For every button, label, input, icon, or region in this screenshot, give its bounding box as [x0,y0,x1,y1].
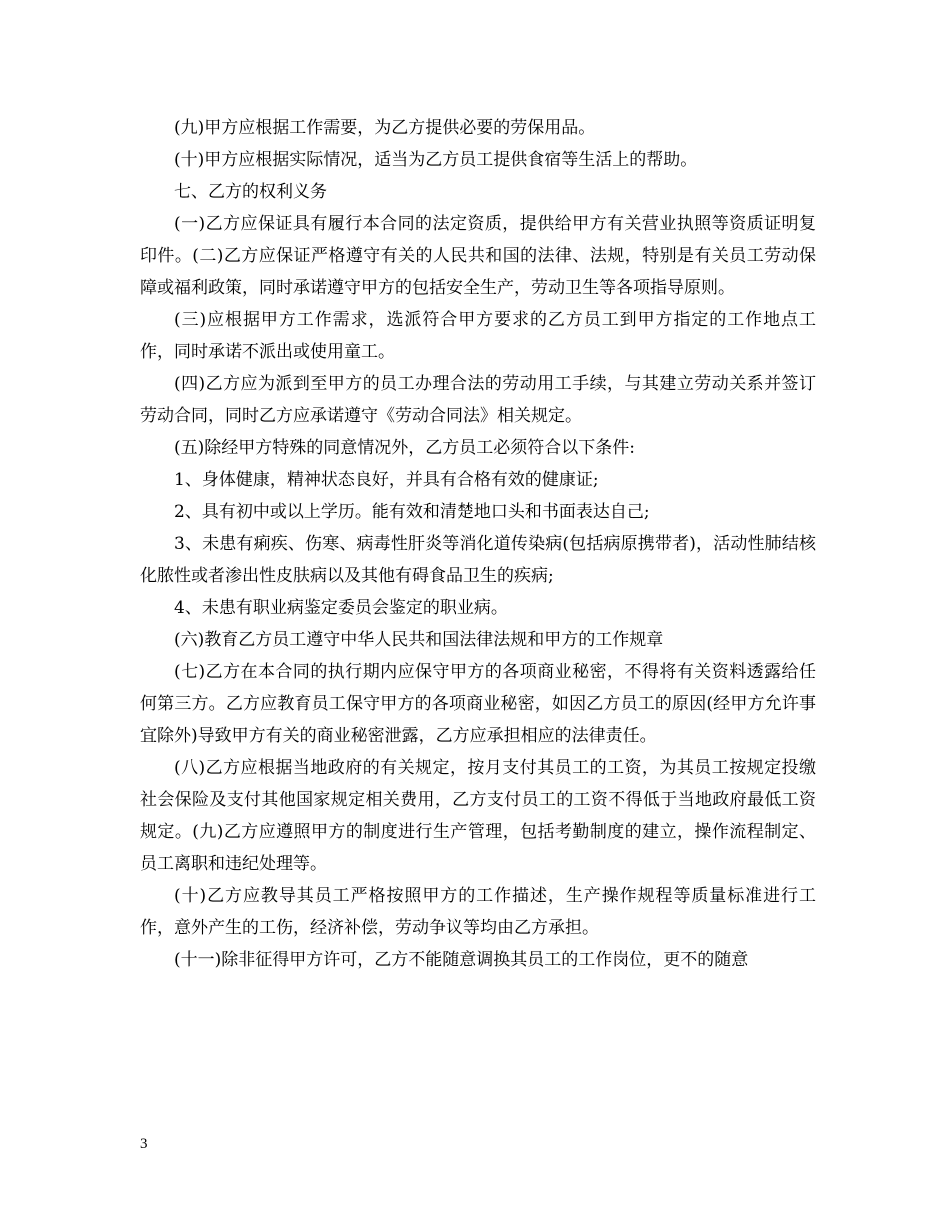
paragraph: (十一)除非征得甲方许可，乙方不能随意调换其员工的工作岗位，更不的随意 [174,950,749,970]
document-body [140,112,816,976]
paragraph: (九)甲方应根据工作需要，为乙方提供必要的劳保用品。 [174,118,596,138]
paragraph: (三)应根据甲方工作需求，选派符合甲方要求的乙方员工到甲方指定的工作地点工作，同时承诺不派出或使用童工。 [140,310,816,362]
section-heading: 七、乙方的权利义务 [174,182,327,202]
list-item: 3、未患有痢疾、伤寒、病毒性肝炎等消化道传染病(包括病原携带者)，活动性肺结核化脓性或者渗出性皮肤病以及其他有碍食品卫生的疾病; [140,534,816,586]
paragraph: (一)乙方应保证具有履行本合同的法定资质，提供给甲方有关营业执照等资质证明复印件。(二)乙方应保证严格遵守有关的人民共和国的法律、法规，特别是有关员工劳动保障或福利政策，同时承诺遵守甲方的包括安全生产，劳动卫生等各项指导原则。 [140,214,816,298]
paragraph: (四)乙方应为派到至甲方的员工办理合法的劳动用工手续，与其建立劳动关系并签订劳动合同，同时乙方应承诺遵守《劳动合同法》相关规定。 [140,374,816,426]
paragraph: (六)教育乙方员工遵守中华人民共和国法律法规和甲方的工作规章 [174,630,664,650]
paragraph: (五)除经甲方特殊的同意情况外，乙方员工必须符合以下条件: [174,438,635,458]
paragraph: (八)乙方应根据当地政府的有关规定，按月支付其员工的工资，为其员工按规定投缴社会保险及支付其他国家规定相关费用，乙方支付员工的工资不得低于当地政府最低工资规定。(九)乙方应遵照甲方的制度进行生产管理，包括考勤制度的建立，操作流程制定、员工离职和违纪处理等。 [140,758,816,874]
page-number: 3 [140,1136,148,1152]
paragraph: (十)乙方应教导其员工严格按照甲方的工作描述，生产操作规程等质量标准进行工作，意外产生的工伤，经济补偿，劳动争议等均由乙方承担。 [140,886,816,938]
paragraph: (七)乙方在本合同的执行期内应保守甲方的各项商业秘密，不得将有关资料透露给任何第三方。乙方应教育员工保守甲方的各项商业秘密，如因乙方员工的原因(经甲方允许事宜除外)导致甲方有关的商业秘密泄露，乙方应承担相应的法律责任。 [140,662,816,746]
paragraph: (十)甲方应根据实际情况，适当为乙方员工提供食宿等生活上的帮助。 [174,150,698,170]
list-item: 2、具有初中或以上学历。能有效和清楚地口头和书面表达自己; [174,502,650,522]
list-item: 4、未患有职业病鉴定委员会鉴定的职业病。 [174,598,508,618]
list-item: 1、身体健康，精神状态良好，并具有合格有效的健康证; [174,470,599,490]
